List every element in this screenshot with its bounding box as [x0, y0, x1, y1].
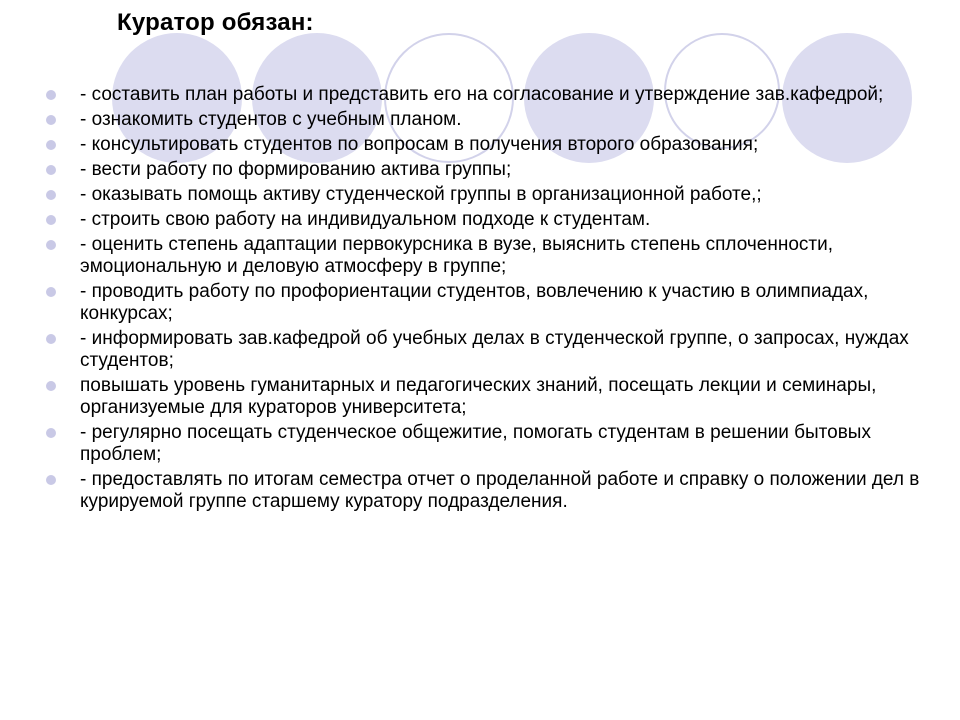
list-item-text: повышать уровень гуманитарных и педагогических знаний, посещать лекции и семинары, организуемые для кураторов университета; [80, 375, 877, 418]
list-item-text: - оценить степень адаптации первокурсника в вузе, выяснить степень сплоченности, эмоциональную и деловую атмосферу в группе; [80, 234, 833, 277]
bullet-icon [46, 165, 56, 175]
list-item-text: - консультировать студентов по вопросам в получения второго образования; [80, 134, 759, 155]
bullet-icon [46, 475, 56, 485]
bullet-icon [46, 287, 56, 297]
bullet-icon [46, 428, 56, 438]
list-item-text: - ознакомить студентов с учебным планом. [80, 109, 462, 130]
list-item [46, 328, 926, 372]
bullet-icon [46, 334, 56, 344]
bullet-icon [46, 115, 56, 125]
list-item [46, 84, 926, 106]
list-item [46, 134, 926, 156]
list-item [46, 184, 926, 206]
bullet-icon [46, 215, 56, 225]
bullet-icon [46, 140, 56, 150]
list-item [46, 281, 926, 325]
list-item-text: - строить свою работу на индивидуальном подходе к студентам. [80, 209, 651, 230]
list-item [46, 234, 926, 278]
list-item [46, 375, 926, 419]
list-item-text: - регулярно посещать студенческое общежитие, помогать студентам в решении бытовых проблем; [80, 422, 871, 465]
list-item [46, 469, 926, 513]
duty-list [46, 84, 926, 516]
list-item [46, 422, 926, 466]
list-item-text: - оказывать помощь активу студенческой группы в организационной работе,; [80, 184, 762, 205]
list-item-text: - проводить работу по профориентации студентов, вовлечению к участию в олимпиадах, конкурсах; [80, 281, 869, 324]
list-item-text: - предоставлять по итогам семестра отчет о проделанной работе и справку о положении дел в курируемой группе старшему куратору подразделения. [80, 469, 920, 512]
list-item [46, 159, 926, 181]
bullet-icon [46, 240, 56, 250]
bullet-icon [46, 90, 56, 100]
list-item [46, 109, 926, 131]
list-item-text: - вести работу по формированию актива группы; [80, 159, 512, 180]
bullet-icon [46, 381, 56, 391]
bullet-icon [46, 190, 56, 200]
list-item-text: - составить план работы и представить его на согласование и утверждение зав.кафедрой; [80, 84, 884, 105]
list-item [46, 209, 926, 231]
list-item-text: - информировать зав.кафедрой об учебных делах в студенческой группе, о запросах, нуждах студентов; [80, 328, 909, 371]
slide-title: Куратор обязан: [117, 9, 314, 36]
